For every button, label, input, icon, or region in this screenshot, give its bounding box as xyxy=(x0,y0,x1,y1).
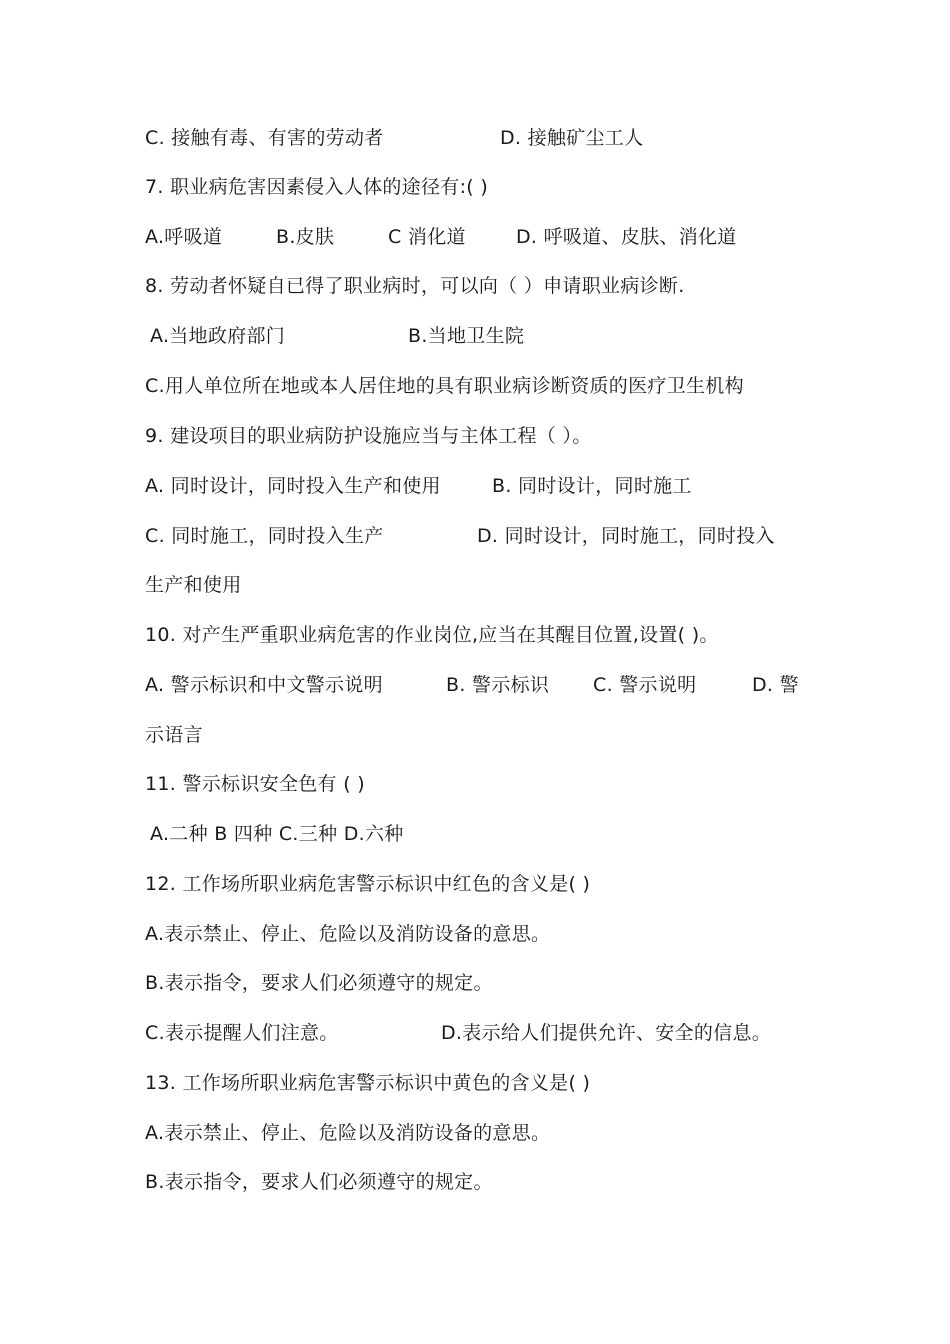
option-b: B. 同时设计，同时施工 xyxy=(492,475,692,497)
question-9: 9. 建设项目的职业病防护设施应当与主体工程（ ）。 xyxy=(145,425,592,447)
question-8-option-c: C.用人单位所在地或本人居住地的具有职业病诊断资质的医疗卫生机构 xyxy=(145,375,744,397)
option-c: C.表示提醒人们注意。 xyxy=(145,1022,339,1044)
option-d: D. 警 xyxy=(752,674,799,696)
option-c: C. 同时施工，同时投入生产 xyxy=(145,525,384,547)
question-12: 12. 工作场所职业病危害警示标识中红色的含义是( ) xyxy=(145,873,591,895)
option-a: A.当地政府部门 xyxy=(150,325,286,347)
question-10-option-d-cont: 示语言 xyxy=(145,724,203,746)
option-c: C 消化道 xyxy=(388,226,466,248)
option-d: D. 接触矿尘工人 xyxy=(500,127,644,149)
question-12-option-b: B.表示指令，要求人们必须遵守的规定。 xyxy=(145,972,493,994)
option-a: A.呼吸道 xyxy=(145,226,223,248)
option-a: A. 警示标识和中文警示说明 xyxy=(145,674,383,696)
question-12-option-a: A.表示禁止、停止、危险以及消防设备的意思。 xyxy=(145,923,551,945)
question-13-option-b: B.表示指令，要求人们必须遵守的规定。 xyxy=(145,1171,493,1193)
question-7: 7. 职业病危害因素侵入人体的途径有:( ) xyxy=(145,176,489,198)
option-b: B. 警示标识 xyxy=(446,674,550,696)
option-b: B.皮肤 xyxy=(276,226,335,248)
option-d: D. 同时设计，同时施工，同时投入 xyxy=(477,525,775,547)
question-11: 11. 警示标识安全色有 ( ) xyxy=(145,773,365,795)
option-d: D.表示给人们提供允许、安全的信息。 xyxy=(441,1022,772,1044)
option-b: B.当地卫生院 xyxy=(408,325,525,347)
question-11-options: A.二种 B 四种 C.三种 D.六种 xyxy=(150,823,404,845)
option-d: D. 呼吸道、皮肤、消化道 xyxy=(516,226,737,248)
question-13: 13. 工作场所职业病危害警示标识中黄色的含义是( ) xyxy=(145,1072,591,1094)
option-a: A. 同时设计，同时投入生产和使用 xyxy=(145,475,441,497)
question-13-option-a: A.表示禁止、停止、危险以及消防设备的意思。 xyxy=(145,1122,551,1144)
option-c: C. 警示说明 xyxy=(593,674,697,696)
option-c: C. 接触有毒、有害的劳动者 xyxy=(145,127,384,149)
question-9-option-d-cont: 生产和使用 xyxy=(145,574,242,596)
question-8: 8. 劳动者怀疑自已得了职业病时，可以向（ ）申请职业病诊断. xyxy=(145,275,685,297)
question-10: 10. 对产生严重职业病危害的作业岗位,应当在其醒目位置,设置( )。 xyxy=(145,624,719,646)
